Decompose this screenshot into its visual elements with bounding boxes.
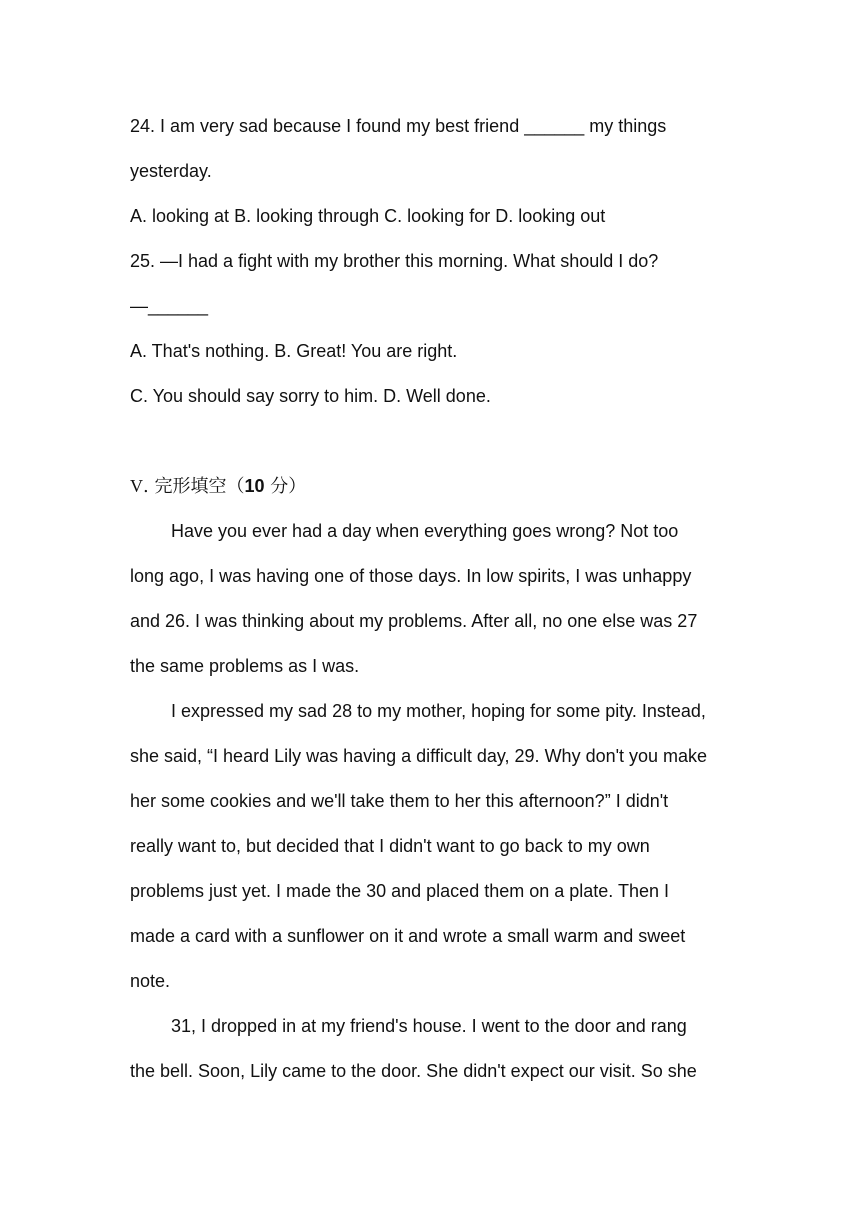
section-title: 完形填空（ bbox=[154, 476, 245, 497]
passage-line: I expressed my sad 28 to my mother, hoping for some pity. Instead, bbox=[171, 701, 706, 721]
question-24 bbox=[130, 104, 730, 239]
passage-line: made a card with a sunflower on it and wrote a small warm and sweet bbox=[130, 926, 686, 946]
question-25 bbox=[130, 239, 730, 419]
question-24-options: A. looking at B. looking through C. looking for D. looking out bbox=[130, 206, 606, 226]
passage-line: and 26. I was thinking about my problems. After all, no one else was 27 bbox=[130, 611, 698, 631]
question-25-stem-line2: —______ bbox=[130, 296, 209, 316]
passage-line: her some cookies and we'll take them to her this afternoon?” I didn't bbox=[130, 791, 669, 811]
passage-line: 31, I dropped in at my friend's house. I went to the door and rang bbox=[171, 1016, 687, 1036]
section-points-unit: 分） bbox=[264, 476, 307, 497]
question-25-stem-line1: 25. —I had a fight with my brother this morning. What should I do? bbox=[130, 251, 659, 271]
section-separator: . bbox=[143, 476, 155, 497]
question-24-stem-line1: 24. I am very sad because I found my best friend ______ my things bbox=[130, 116, 667, 136]
passage-line: she said, “I heard Lily was having a difficult day, 29. Why don't you make bbox=[130, 746, 708, 766]
passage-line: the same problems as I was. bbox=[130, 656, 360, 676]
passage-line: long ago, I was having one of those days. In low spirits, I was unhappy bbox=[130, 566, 692, 586]
question-24-stem-line2: yesterday. bbox=[130, 161, 212, 181]
passage-line: note. bbox=[130, 971, 171, 991]
document-page bbox=[130, 104, 730, 1094]
question-25-options-row1: A. That's nothing. B. Great! You are right. bbox=[130, 341, 458, 361]
passage-line: Have you ever had a day when everything goes wrong? Not too bbox=[171, 521, 679, 541]
passage-line: the bell. Soon, Lily came to the door. She didn't expect our visit. So she bbox=[130, 1061, 697, 1081]
section-spacer bbox=[130, 419, 730, 464]
section-points: 10 bbox=[244, 476, 265, 496]
question-25-options-row2: C. You should say sorry to him. D. Well done. bbox=[130, 386, 491, 406]
passage-line: really want to, but decided that I didn't want to go back to my own bbox=[130, 836, 650, 856]
cloze-passage bbox=[130, 509, 730, 1094]
section-roman-numeral: V bbox=[130, 476, 143, 496]
passage-line: problems just yet. I made the 30 and placed them on a plate. Then I bbox=[130, 881, 669, 901]
section-heading bbox=[130, 464, 730, 509]
